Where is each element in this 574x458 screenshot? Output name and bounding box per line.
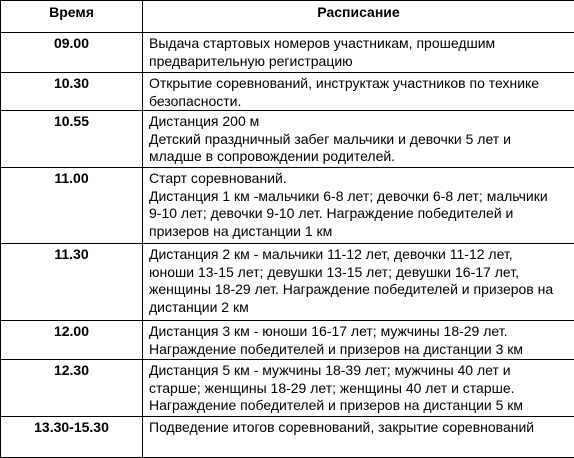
schedule-line: Детский праздничный забег мальчики и девочки 5 лет и	[149, 131, 568, 149]
schedule-line: дистанции 2 км	[149, 299, 568, 317]
time-cell: 09.00	[1, 33, 143, 73]
table-row	[1, 360, 574, 417]
schedule-line: Открытие соревнований, инструктаж участников по технике	[149, 75, 568, 93]
schedule-cell	[143, 321, 574, 360]
schedule-line: Выдача стартовых номеров участникам, прошедшим	[149, 35, 568, 53]
time-cell: 12.30	[1, 360, 143, 417]
schedule-line: предварительную регистрацию	[149, 53, 568, 71]
schedule-cell	[143, 73, 574, 111]
time-cell: 10.55	[1, 111, 143, 168]
table-row	[1, 73, 574, 111]
time-cell: 10.30	[1, 73, 143, 111]
table-row	[1, 244, 574, 321]
schedule-cell	[143, 244, 574, 321]
schedule-cell	[143, 168, 574, 244]
schedule-line: Дистанция 200 м	[149, 113, 568, 131]
schedule-line: призеров на дистанции 1 км	[149, 223, 568, 241]
table-row	[1, 111, 574, 168]
schedule-line: Дистанция 1 км -мальчики 6-8 лет; девочки 6-8 лет; мальчики	[149, 188, 568, 206]
schedule-line: Награждение победителей и призеров на дистанции 3 км	[149, 341, 568, 359]
schedule-line: безопасности.	[149, 93, 568, 111]
schedule-cell	[143, 33, 574, 73]
table-row	[1, 33, 574, 73]
schedule-line: Награждение победителей и призеров на дистанции 5 км	[149, 397, 568, 415]
schedule-line: 9-10 лет; девочки 9-10 лет. Награждение победителей и	[149, 205, 568, 223]
time-cell: 12.00	[1, 321, 143, 360]
schedule-line: юноши 13-15 лет; девушки 13-15 лет; девушки 16-17 лет,	[149, 264, 568, 282]
time-cell: 11.30	[1, 244, 143, 321]
table-row	[1, 168, 574, 244]
schedule-column-header: Расписание	[143, 1, 574, 33]
schedule-cell	[143, 417, 574, 458]
schedule-line: младше в сопровождении родителей.	[149, 148, 568, 166]
table-row	[1, 417, 574, 458]
schedule-cell	[143, 111, 574, 168]
header-row	[1, 1, 574, 33]
schedule-line: Дистанция 3 км - юноши 16-17 лет; мужчины 18-29 лет.	[149, 323, 568, 341]
schedule-line: Старт соревнований.	[149, 170, 568, 188]
schedule-line: Дистанция 5 км - мужчины 18-39 лет; мужчины 40 лет и	[149, 362, 568, 380]
time-cell: 13.30-15.30	[1, 417, 143, 458]
schedule-body	[1, 33, 574, 458]
schedule-cell	[143, 360, 574, 417]
schedule-line: старше; женщины 18-29 лет; женщины 40 лет и старше.	[149, 380, 568, 398]
schedule-line: женщины 18-29 лет. Награждение победителей и призеров на	[149, 281, 568, 299]
schedule-line: Дистанция 2 км - мальчики 11-12 лет, девочки 11-12 лет,	[149, 246, 568, 264]
time-cell: 11.00	[1, 168, 143, 244]
table-row	[1, 321, 574, 360]
time-column-header: Время	[1, 1, 143, 33]
schedule-line: Подведение итогов соревнований, закрытие соревнований	[149, 419, 568, 437]
